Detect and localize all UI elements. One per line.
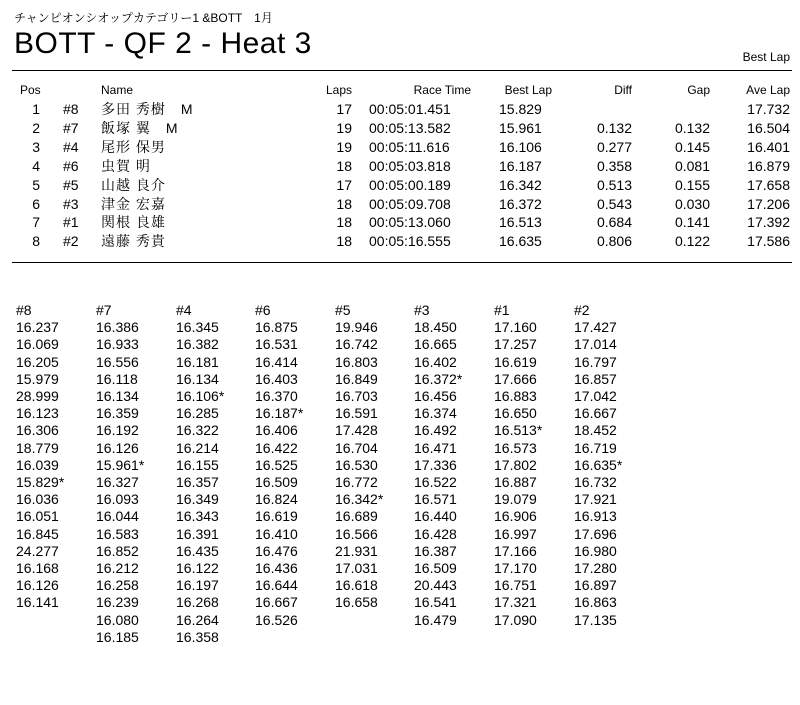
lap-time: 16.342*: [335, 491, 384, 508]
lap-time: 16.036: [16, 491, 59, 508]
lap-time: 17.336: [414, 456, 457, 473]
results-bottom-divider: [12, 262, 792, 263]
laps-cell: 19: [336, 119, 352, 136]
lap-time: 16.526: [255, 611, 298, 628]
col-header-laps: Laps: [325, 83, 352, 97]
col-header-name: Name: [101, 83, 134, 97]
lap-time: 16.556: [96, 353, 139, 370]
lap-time: 16.414: [255, 353, 298, 370]
kart-number-cell: #5: [63, 176, 79, 193]
kart-number-cell: #4: [63, 138, 79, 155]
col-header-gap: Gap: [687, 83, 710, 97]
race-time-cell: 00:05:00.189: [369, 176, 451, 193]
gap-cell: 0.081: [674, 157, 710, 174]
lap-column-kart-3: [414, 302, 462, 629]
lap-time: 16.719: [574, 439, 617, 456]
lap-time: 16.635*: [574, 456, 623, 473]
lap-time: 16.980: [574, 542, 617, 559]
lap-column-kart-2: [574, 302, 622, 629]
lap-time: 16.093: [96, 491, 139, 508]
lap-time: 16.875: [255, 319, 298, 336]
lap-time: 16.343: [176, 508, 219, 525]
lap-time: 16.258: [96, 577, 139, 594]
lap-time: 16.476: [255, 542, 298, 559]
page-title: BOTT - QF 2 - Heat 3: [14, 27, 312, 60]
lap-time: 17.160: [494, 319, 537, 336]
race-time-cell: 00:05:13.060: [369, 214, 451, 231]
pos-cell: 5: [32, 176, 40, 193]
lap-time: 16.122: [176, 560, 219, 577]
lap-time: 16.913: [574, 508, 617, 525]
lap-time: 16.644: [255, 577, 298, 594]
lap-time: 18.450: [414, 319, 457, 336]
col-header-race-time: Race Time: [413, 83, 471, 97]
lap-time: 17.090: [494, 611, 537, 628]
lap-time: 17.031: [335, 560, 378, 577]
col-header-pos: Pos: [20, 83, 41, 97]
lap-time: 16.403: [255, 370, 298, 387]
gap-cell: 0.141: [674, 214, 710, 231]
lap-time: 16.667: [255, 594, 298, 611]
gap-cell: 0.145: [674, 138, 710, 155]
lap-time: 16.410: [255, 525, 298, 542]
lap-time: 16.406: [255, 422, 298, 439]
ave-lap-cell: 17.732: [747, 101, 790, 117]
lap-time: 15.979: [16, 370, 59, 387]
driver-name-cell: 尾形 保男: [101, 138, 166, 155]
lap-time: 16.185: [96, 628, 139, 645]
lap-time: 16.345: [176, 319, 219, 336]
lap-time: 17.014: [574, 336, 617, 353]
lap-column-kart-8: [16, 302, 64, 612]
pos-cell: 8: [32, 233, 40, 250]
diff-cell: 0.684: [596, 214, 632, 231]
pos-cell: 2: [32, 119, 40, 136]
lap-time: 28.999: [16, 388, 59, 405]
gap-cell: 0.132: [674, 119, 710, 136]
lap-time: 17.166: [494, 542, 537, 559]
lap-time: 16.402: [414, 353, 457, 370]
lap-time: 16.566: [335, 525, 378, 542]
lap-time: 16.435: [176, 542, 219, 559]
gap-cell: 0.030: [674, 195, 710, 212]
lap-time: 16.357: [176, 474, 219, 491]
best-lap-cell: 16.187: [499, 157, 542, 174]
lap-column-header: #2: [574, 302, 590, 318]
ave-lap-cell: 17.658: [747, 176, 790, 193]
race-time-cell: 00:05:01.451: [369, 101, 451, 117]
col-header-ave-lap: Ave Lap: [746, 83, 790, 97]
lap-time: 16.803: [335, 353, 378, 370]
lap-time: 16.933: [96, 336, 139, 353]
lap-time: 16.772: [335, 474, 378, 491]
driver-name-cell: 飯塚 翼 M: [101, 119, 179, 136]
lap-column-header: #5: [335, 302, 351, 318]
lap-column-header: #1: [494, 302, 510, 318]
ave-lap-cell: 16.879: [747, 157, 790, 174]
lap-time: 16.797: [574, 353, 617, 370]
ave-lap-cell: 17.206: [747, 195, 790, 212]
lap-time: 21.931: [335, 542, 378, 559]
lap-time: 16.703: [335, 388, 378, 405]
lap-time: 16.106*: [176, 388, 225, 405]
diff-cell: 0.277: [596, 138, 632, 155]
lap-time: 16.456: [414, 388, 457, 405]
pos-cell: 7: [32, 214, 40, 231]
lap-time: 16.667: [574, 405, 617, 422]
race-time-cell: 00:05:03.818: [369, 157, 451, 174]
lap-time: 16.327: [96, 474, 139, 491]
lap-column-kart-5: [335, 302, 383, 612]
laps-cell: 18: [336, 233, 352, 250]
best-lap-cell: 15.961: [499, 119, 542, 136]
lap-time: 16.509: [414, 560, 457, 577]
ave-lap-cell: 16.504: [747, 119, 790, 136]
lap-time: 16.214: [176, 439, 219, 456]
lap-time: 16.387: [414, 542, 457, 559]
lap-time: 19.946: [335, 319, 378, 336]
lap-time: 16.080: [96, 611, 139, 628]
lap-time: 16.141: [16, 594, 59, 611]
lap-time: 17.666: [494, 370, 537, 387]
lap-column-kart-1: [494, 302, 542, 629]
best-lap-cell: 16.106: [499, 138, 542, 155]
lap-time: 16.863: [574, 594, 617, 611]
lap-time: 16.126: [16, 577, 59, 594]
race-time-cell: 00:05:11.616: [369, 138, 450, 155]
driver-name-cell: 津金 宏嘉: [101, 195, 166, 212]
best-lap-label: Best Lap: [742, 50, 790, 64]
lap-time: 16.650: [494, 405, 537, 422]
lap-time: 17.428: [335, 422, 378, 439]
best-lap-cell: 16.513: [499, 214, 542, 231]
lap-time: 16.422: [255, 439, 298, 456]
kart-number-cell: #7: [63, 119, 79, 136]
race-time-cell: 00:05:13.582: [369, 119, 451, 136]
lap-time: 17.042: [574, 388, 617, 405]
top-divider: [12, 70, 792, 71]
lap-time: 16.541: [414, 594, 457, 611]
driver-name-cell: 遠藤 秀貴: [101, 233, 166, 250]
lap-time: 16.658: [335, 594, 378, 611]
event-subtitle: チャンピオンシオップカテゴリー1 &BOTT 1月: [14, 11, 273, 25]
lap-time: 16.530: [335, 456, 378, 473]
lap-time: 16.374: [414, 405, 457, 422]
lap-time: 17.921: [574, 491, 617, 508]
lap-time: 16.069: [16, 336, 59, 353]
laps-cell: 19: [336, 138, 352, 155]
ave-lap-cell: 16.401: [747, 138, 790, 155]
lap-time: 16.732: [574, 474, 617, 491]
lap-time: 16.382: [176, 336, 219, 353]
lap-time: 16.372*: [414, 370, 463, 387]
lap-time: 16.689: [335, 508, 378, 525]
lap-time: 16.573: [494, 439, 537, 456]
lap-time: 16.704: [335, 439, 378, 456]
lap-time: 16.436: [255, 560, 298, 577]
laps-cell: 18: [336, 214, 352, 231]
lap-time: 16.285: [176, 405, 219, 422]
lap-time: 17.135: [574, 611, 617, 628]
lap-column-kart-7: [96, 302, 144, 646]
best-lap-cell: 15.829: [499, 101, 542, 117]
lap-time: 17.280: [574, 560, 617, 577]
col-header-best-lap: Best Lap: [504, 83, 552, 97]
lap-time: 16.479: [414, 611, 457, 628]
best-lap-cell: 16.372: [499, 195, 542, 212]
ave-lap-cell: 17.392: [747, 214, 790, 231]
lap-time: 16.509: [255, 474, 298, 491]
lap-time: 16.492: [414, 422, 457, 439]
lap-time: 16.197: [176, 577, 219, 594]
gap-cell: 0.155: [674, 176, 710, 193]
lap-column-header: #3: [414, 302, 430, 318]
lap-time: 16.155: [176, 456, 219, 473]
lap-time: 16.471: [414, 439, 457, 456]
lap-time: 16.168: [16, 560, 59, 577]
ave-lap-cell: 17.586: [747, 233, 790, 250]
laps-cell: 17: [336, 101, 352, 117]
lap-time: 16.044: [96, 508, 139, 525]
lap-time: 16.887: [494, 474, 537, 491]
lap-time: 16.883: [494, 388, 537, 405]
gap-cell: 0.122: [674, 233, 710, 250]
kart-number-cell: #2: [63, 233, 79, 250]
lap-time: 16.268: [176, 594, 219, 611]
driver-name-cell: 虫賀 明: [101, 157, 151, 174]
lap-time: 16.845: [16, 525, 59, 542]
lap-time: 16.571: [414, 491, 457, 508]
lap-time: 16.665: [414, 336, 457, 353]
lap-time: 16.358: [176, 628, 219, 645]
lap-time: 16.237: [16, 319, 59, 336]
lap-column-header: #6: [255, 302, 271, 318]
lap-time: 18.452: [574, 422, 617, 439]
laps-cell: 17: [336, 176, 352, 193]
lap-time: 16.039: [16, 456, 59, 473]
lap-time: 16.134: [176, 370, 219, 387]
col-header-diff: Diff: [614, 83, 632, 97]
lap-time: 17.427: [574, 319, 617, 336]
pos-cell: 1: [32, 101, 40, 117]
lap-column-header: #8: [16, 302, 32, 318]
lap-time: 20.443: [414, 577, 457, 594]
lap-time: 15.961*: [96, 456, 145, 473]
lap-time: 16.391: [176, 525, 219, 542]
lap-column-kart-6: [255, 302, 303, 629]
lap-time: 19.079: [494, 491, 537, 508]
diff-cell: 0.806: [596, 233, 632, 250]
lap-time: 24.277: [16, 542, 59, 559]
lap-time: 16.742: [335, 336, 378, 353]
lap-time: 16.118: [96, 370, 138, 387]
lap-time: 16.428: [414, 525, 457, 542]
lap-time: 16.513*: [494, 422, 543, 439]
laps-cell: 18: [336, 157, 352, 174]
lap-time: 16.205: [16, 353, 59, 370]
lap-time: 16.192: [96, 422, 139, 439]
lap-time: 16.531: [255, 336, 298, 353]
driver-name-cell: 関根 良雄: [101, 214, 166, 231]
laps-cell: 18: [336, 195, 352, 212]
lap-time: 15.829*: [16, 474, 65, 491]
lap-time: 16.852: [96, 542, 139, 559]
driver-name-cell: 山越 良介: [101, 176, 166, 193]
lap-time: 18.779: [16, 439, 59, 456]
diff-cell: 0.358: [596, 157, 632, 174]
kart-number-cell: #6: [63, 157, 79, 174]
pos-cell: 3: [32, 138, 40, 155]
lap-time: 16.525: [255, 456, 298, 473]
kart-number-cell: #3: [63, 195, 79, 212]
lap-time: 16.997: [494, 525, 537, 542]
lap-time: 16.123: [16, 405, 59, 422]
lap-time: 16.264: [176, 611, 219, 628]
lap-time: 16.897: [574, 577, 617, 594]
lap-time: 16.751: [494, 577, 537, 594]
diff-cell: 0.543: [596, 195, 632, 212]
lap-time: 16.522: [414, 474, 457, 491]
lap-time: 16.906: [494, 508, 537, 525]
lap-column-kart-4: [176, 302, 224, 646]
lap-time: 16.386: [96, 319, 139, 336]
lap-time: 17.802: [494, 456, 537, 473]
lap-time: 16.187*: [255, 405, 304, 422]
lap-time: 16.370: [255, 388, 298, 405]
lap-time: 16.134: [96, 388, 139, 405]
lap-time: 16.440: [414, 508, 457, 525]
best-lap-cell: 16.342: [499, 176, 542, 193]
lap-time: 16.824: [255, 491, 298, 508]
lap-time: 17.696: [574, 525, 617, 542]
lap-time: 16.126: [96, 439, 139, 456]
lap-time: 16.857: [574, 370, 617, 387]
lap-time: 16.306: [16, 422, 59, 439]
lap-time: 16.618: [335, 577, 378, 594]
lap-time: 17.257: [494, 336, 537, 353]
lap-time: 16.359: [96, 405, 139, 422]
lap-time: 16.619: [255, 508, 298, 525]
lap-time: 16.051: [16, 508, 59, 525]
lap-time: 16.591: [335, 405, 378, 422]
lap-column-header: #4: [176, 302, 192, 318]
pos-cell: 6: [32, 195, 40, 212]
lap-time: 17.321: [494, 594, 537, 611]
best-lap-cell: 16.635: [499, 233, 542, 250]
lap-time: 16.212: [96, 560, 139, 577]
kart-number-cell: #8: [63, 101, 79, 117]
pos-cell: 4: [32, 157, 40, 174]
race-time-cell: 00:05:16.555: [369, 233, 451, 250]
lap-time: 17.170: [494, 560, 537, 577]
race-time-cell: 00:05:09.708: [369, 195, 451, 212]
lap-time: 16.583: [96, 525, 139, 542]
kart-number-cell: #1: [63, 214, 79, 231]
lap-time: 16.239: [96, 594, 139, 611]
driver-name-cell: 多田 秀樹 M: [101, 101, 194, 117]
lap-time: 16.181: [176, 353, 219, 370]
lap-time: 16.849: [335, 370, 378, 387]
diff-cell: 0.513: [596, 176, 632, 193]
diff-cell: 0.132: [596, 119, 632, 136]
lap-time: 16.349: [176, 491, 219, 508]
lap-time: 16.619: [494, 353, 537, 370]
lap-column-header: #7: [96, 302, 112, 318]
lap-time: 16.322: [176, 422, 219, 439]
